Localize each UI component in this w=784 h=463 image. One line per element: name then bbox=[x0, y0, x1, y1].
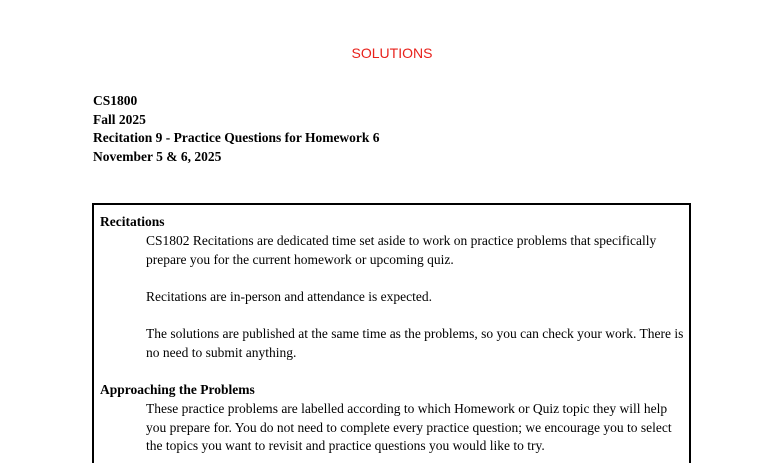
recitations-paragraph-2: Recitations are in-person and attendance is expected. bbox=[146, 289, 433, 304]
document-dates: November 5 & 6, 2025 bbox=[93, 148, 222, 164]
document-title: Recitation 9 - Practice Questions for Homework 6 bbox=[93, 130, 380, 145]
solutions-banner: SOLUTIONS bbox=[351, 45, 433, 61]
recitations-paragraph-1: CS1802 Recitations are dedicated time set aside to work on practice problems that specifically prepare you for the current homework or upcoming quiz. bbox=[146, 233, 657, 267]
course-code: CS1800 bbox=[93, 93, 138, 108]
approaching-paragraph-1: These practice problems are labelled according to which Homework or Quiz topic they will help you prepare for. You do not need to complete every practice question; we encourage you to select the topics you want to revisit and practice questions you would like to try. bbox=[146, 401, 672, 453]
approaching-heading: Approaching the Problems bbox=[100, 382, 255, 397]
recitations-heading: Recitations bbox=[100, 214, 165, 229]
recitations-paragraph-3: The solutions are published at the same time as the problems, so you can check your work. There is no need to submit anything. bbox=[146, 326, 684, 360]
instructions-box bbox=[92, 203, 691, 463]
term: Fall 2025 bbox=[93, 111, 146, 127]
document-header bbox=[93, 92, 380, 166]
